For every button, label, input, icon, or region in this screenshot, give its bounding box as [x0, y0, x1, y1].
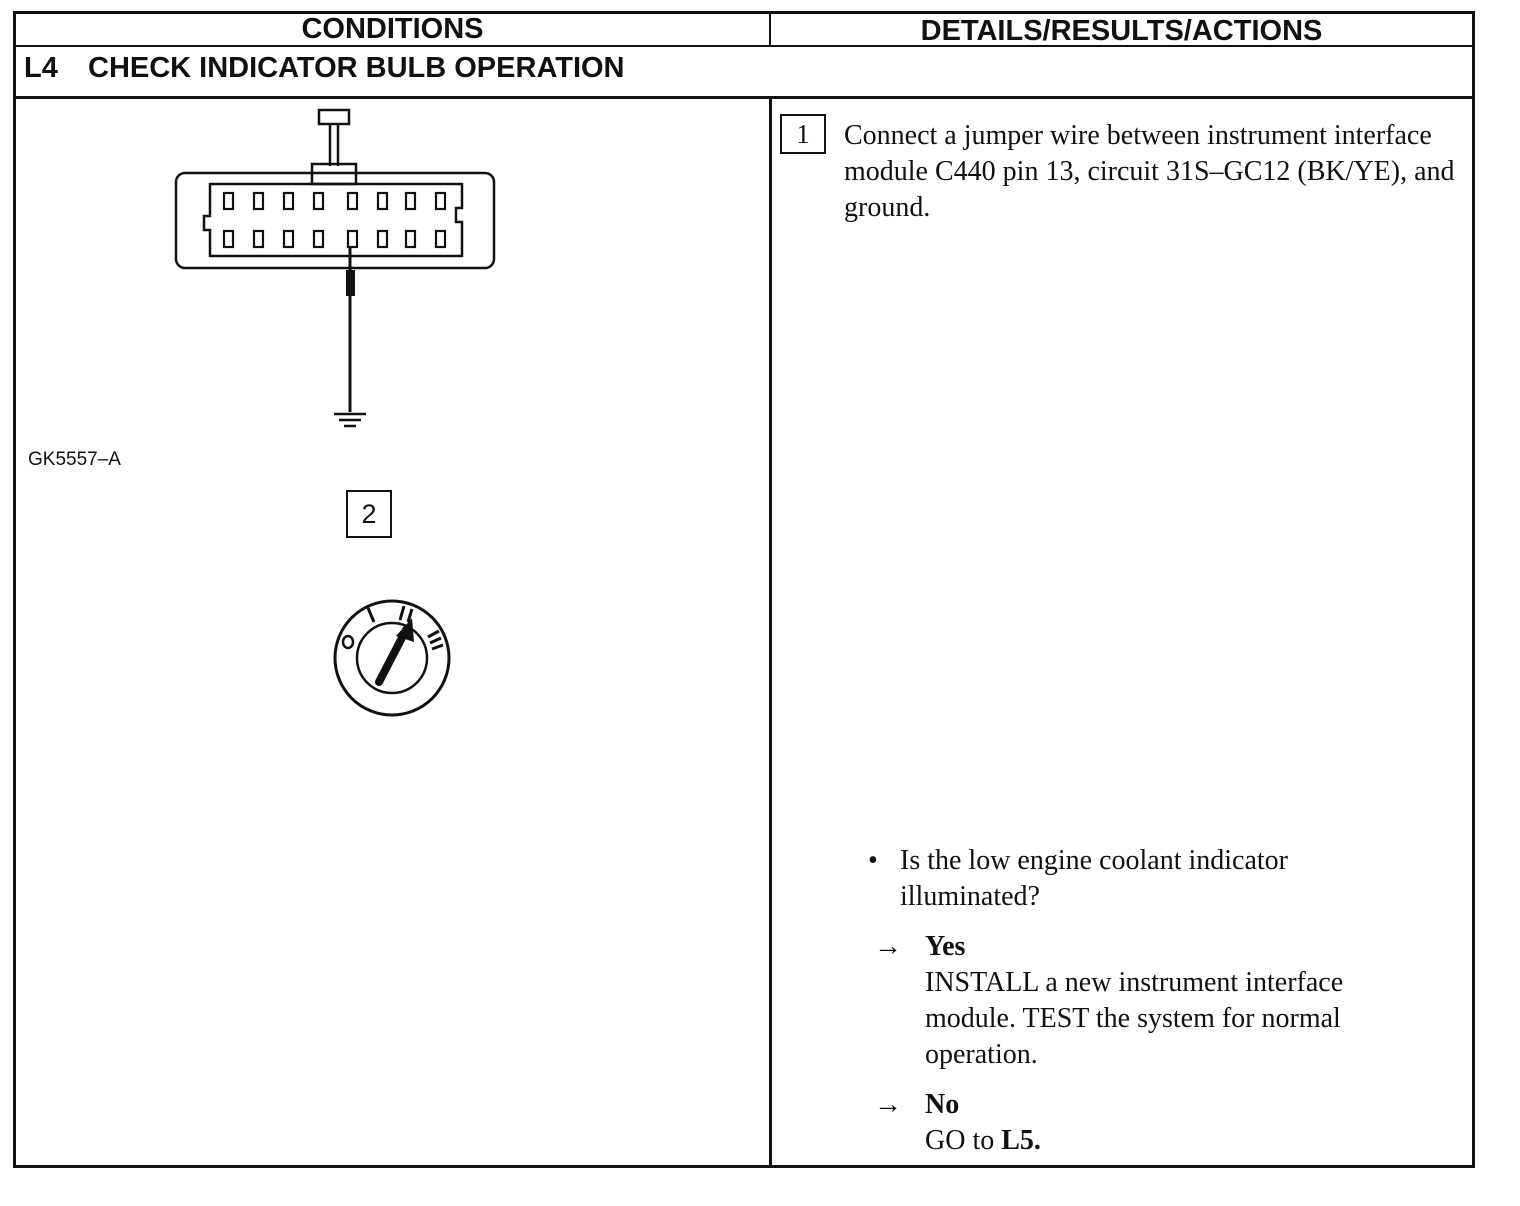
bullet-symbol: • [868, 845, 878, 876]
callout-box-2: 2 [346, 490, 392, 538]
step-instruction: Connect a jumper wire between instrument interface module C440 pin 13, circuit 31S–GC12 (BK/YE), and ground. [844, 120, 1455, 223]
yes-arrow: → [874, 931, 902, 962]
step-number-box-1: 1 [780, 114, 826, 154]
connector-diagram [160, 100, 520, 440]
no-label: No [925, 1089, 960, 1120]
title-separator [13, 96, 1475, 99]
no-action [925, 1123, 1041, 1159]
step-title-text: CHECK INDICATOR BULB OPERATION [88, 52, 625, 84]
yes-action: INSTALL a new instrument interface module. TEST the system for normal operation. [925, 967, 1344, 1070]
no-arrow: → [874, 1089, 902, 1120]
question-text: Is the low engine coolant indicator illuminated? [900, 845, 1288, 912]
table-border-right [1472, 11, 1475, 1168]
header-conditions: CONDITIONS [301, 13, 484, 45]
step-title [24, 50, 625, 86]
yes-label: Yes [925, 931, 966, 962]
header-details: DETAILS/RESULTS/ACTIONS [920, 15, 1323, 47]
body-column-divider [769, 96, 772, 1168]
no-action-prefix: GO to [925, 1125, 1002, 1156]
table-border-left [13, 11, 16, 1168]
step-code: L4 [24, 52, 58, 84]
ignition-switch-icon [330, 598, 455, 718]
no-action-target: L5. [1001, 1125, 1041, 1156]
table-border-bottom [13, 1165, 1475, 1168]
figure-label: GK5557–A [28, 449, 121, 470]
